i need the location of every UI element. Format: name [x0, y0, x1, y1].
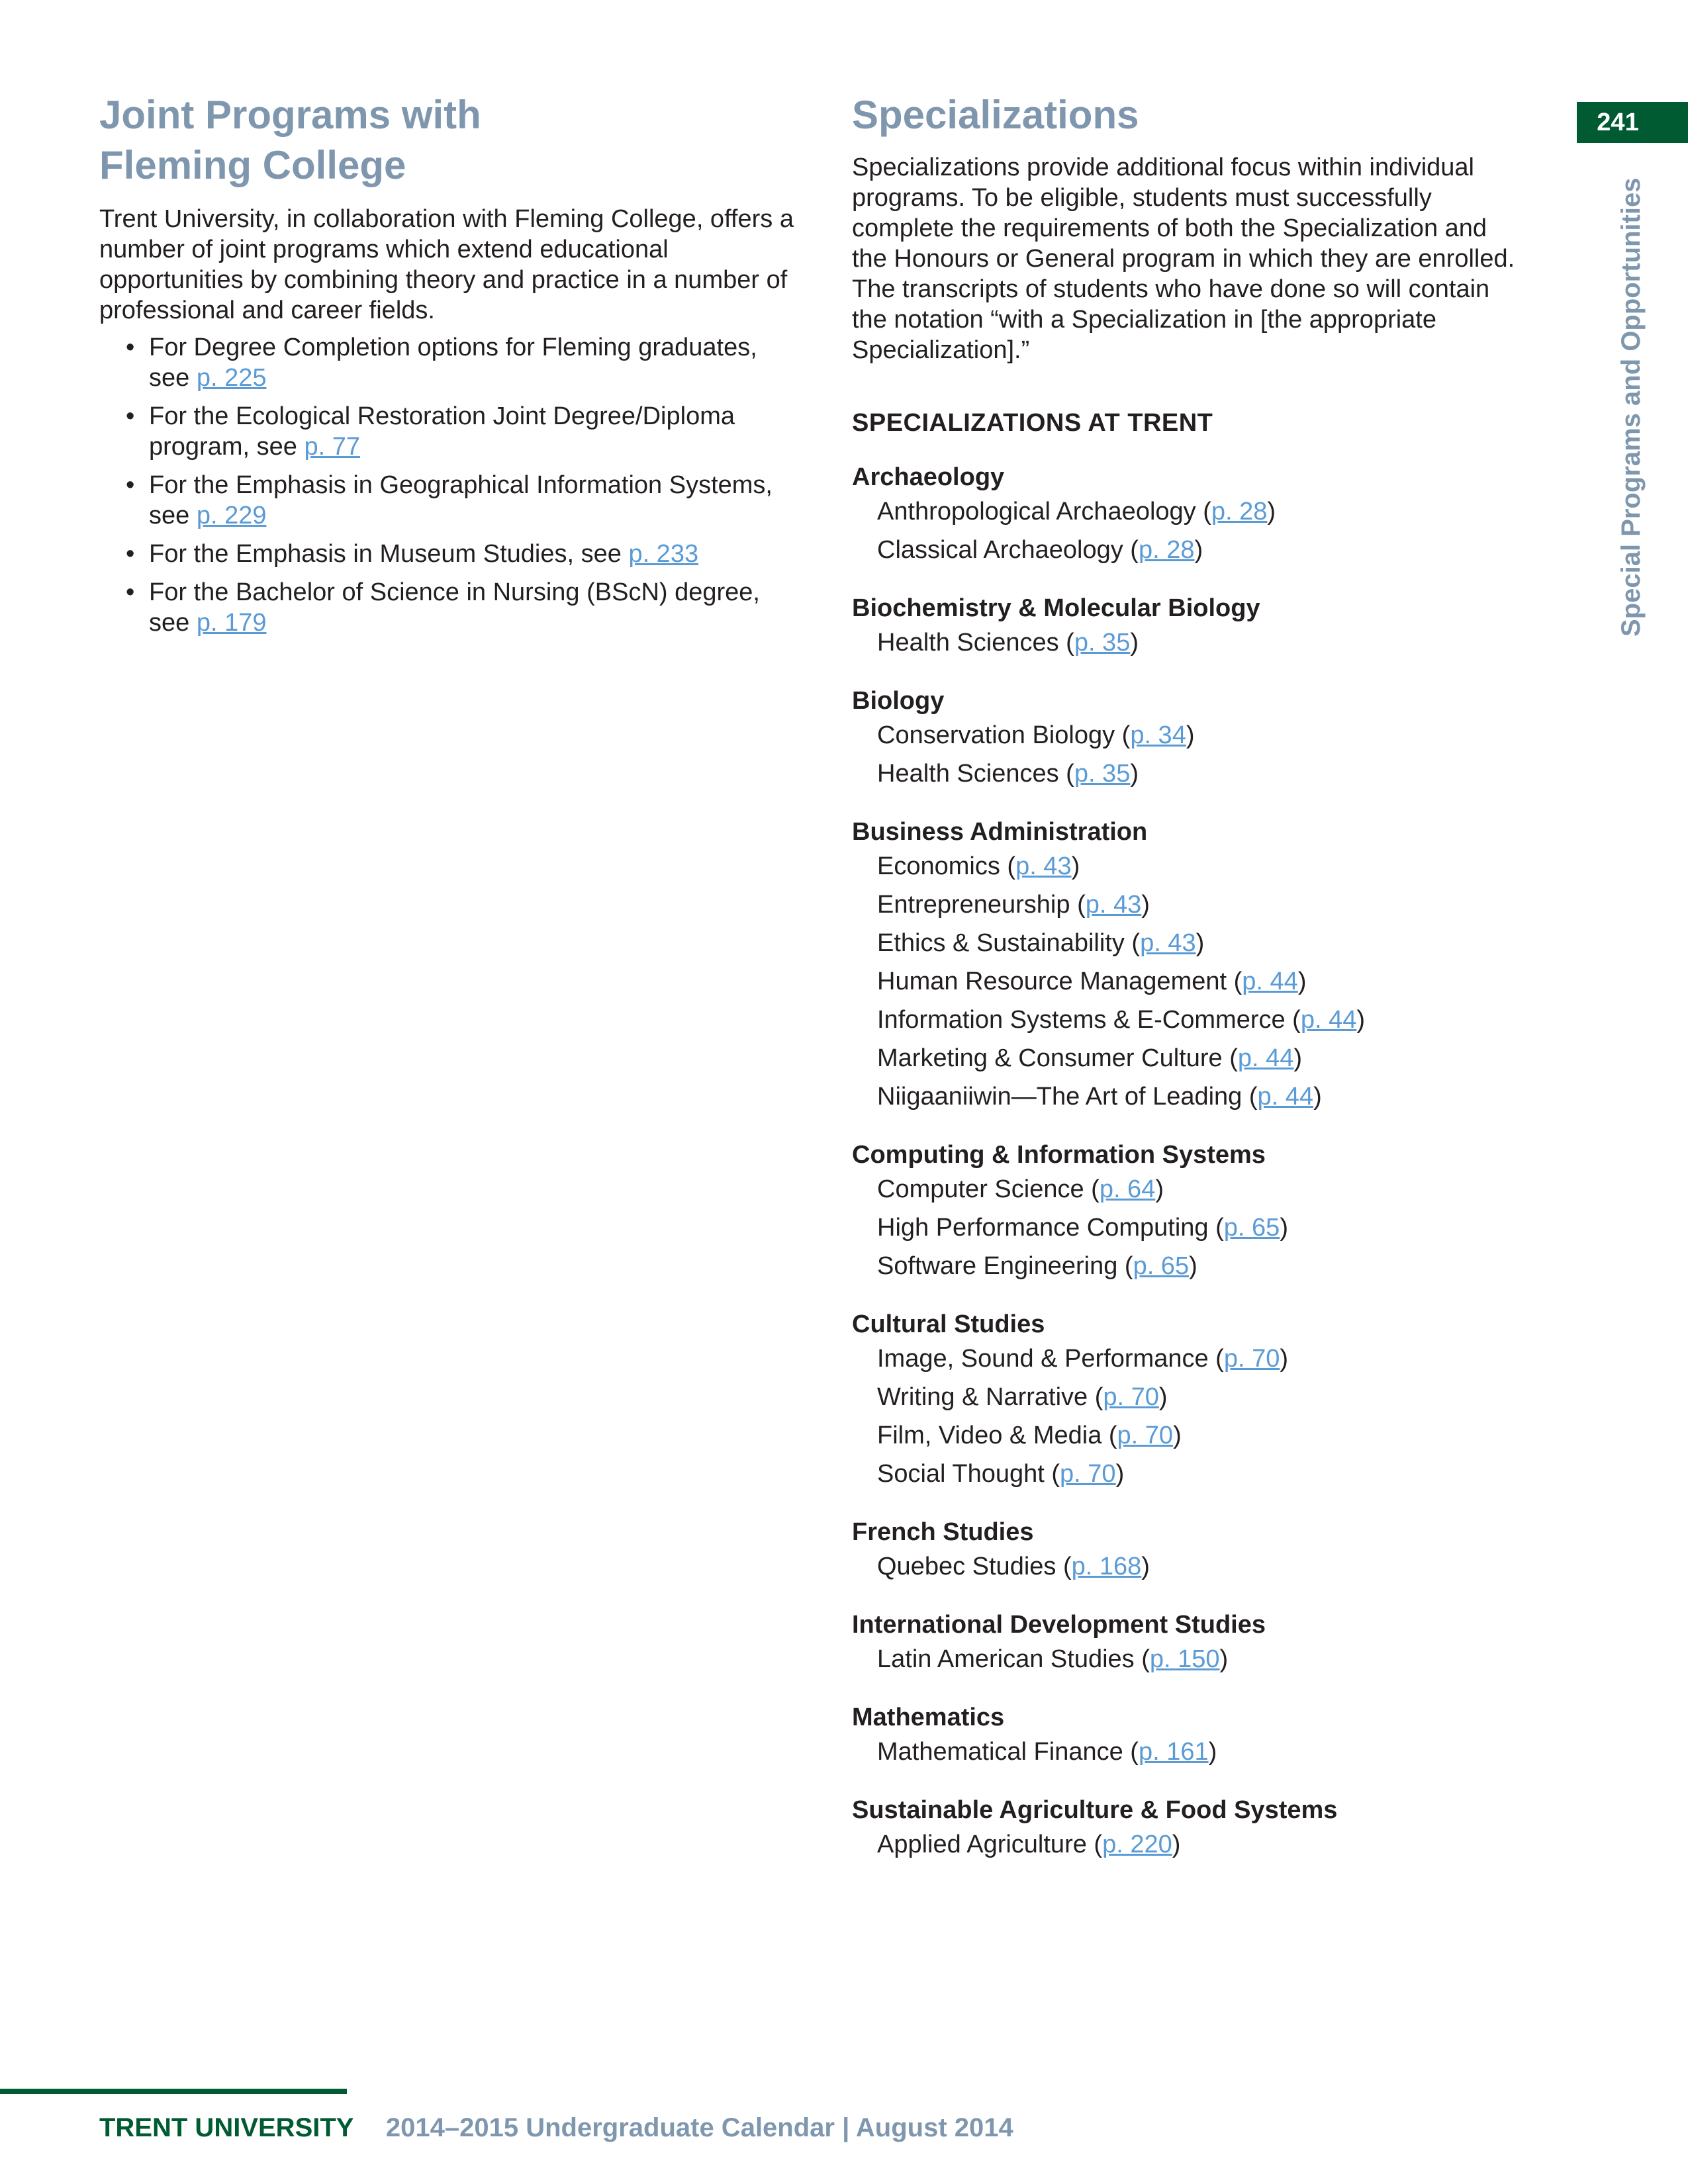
specialization-item: Film, Video & Media (p. 70): [877, 1422, 1182, 1449]
page-number: 241: [1597, 109, 1639, 136]
specialization-item: Entrepreneurship (p. 43): [877, 891, 1150, 919]
specialization-item: Ethics & Sustainability (p. 43): [877, 929, 1205, 957]
page-reference-link[interactable]: p. 44: [1300, 1006, 1357, 1034]
specialization-group: [852, 817, 1527, 1116]
specializations-heading: Specializations: [852, 93, 1139, 137]
joint-program-text: For Degree Completion options for Fleming graduates, see: [149, 334, 757, 392]
specialization-group-title: Mathematics: [852, 1704, 1005, 1731]
joint-program-text: For the Emphasis in Geographical Information Systems, see: [149, 471, 773, 529]
specialization-item: Health Sciences (p. 35): [877, 760, 1139, 788]
page-reference-link[interactable]: p. 43: [1015, 852, 1072, 880]
specializations-subheading: SPECIALIZATIONS AT TRENT: [852, 409, 1213, 437]
specialization-name: Film, Video & Media: [877, 1422, 1102, 1449]
specialization-group-title: Cultural Studies: [852, 1310, 1045, 1338]
page-reference-link[interactable]: p. 43: [1140, 929, 1196, 957]
page-reference-link[interactable]: p. 225: [196, 364, 267, 392]
specialization-item: Human Resource Management (p. 44): [877, 968, 1307, 995]
specialization-name: Conservation Biology: [877, 721, 1115, 749]
specialization-item: Mathematical Finance (p. 161): [877, 1738, 1217, 1766]
specialization-item: Image, Sound & Performance (p. 70): [877, 1345, 1289, 1373]
specialization-name: Image, Sound & Performance: [877, 1345, 1209, 1373]
specialization-item: Health Sciences (p. 35): [877, 629, 1139, 657]
specialization-name: Economics: [877, 852, 1000, 880]
section-side-title: Special Programs and Opportunities: [1617, 177, 1646, 637]
specialization-group: [852, 462, 1527, 569]
page-reference-link[interactable]: p. 34: [1130, 721, 1186, 749]
joint-programs-intro: Trent University, in collaboration with Fleming College, offers a number of joint programs which extend educational opportunities by combining theory and practice in a number of professional and career fields.: [99, 205, 794, 324]
bullet-icon: •: [126, 471, 135, 499]
specialization-item: Quebec Studies (p. 168): [877, 1553, 1150, 1580]
joint-programs-list: [99, 332, 801, 638]
specialization-name: Marketing & Consumer Culture: [877, 1044, 1223, 1072]
bullet-icon: •: [126, 578, 135, 606]
specialization-name: Applied Agriculture: [877, 1831, 1087, 1858]
specializations-list: [852, 462, 1527, 1864]
specialization-group: [852, 1610, 1527, 1678]
specialization-group-title: French Studies: [852, 1518, 1034, 1546]
specialization-name: Social Thought: [877, 1460, 1045, 1488]
page-number-tab: [1577, 102, 1688, 143]
specialization-name: Software Engineering: [877, 1252, 1118, 1280]
specialization-name: Health Sciences: [877, 629, 1059, 657]
specialization-group: [852, 1702, 1527, 1771]
joint-program-item: [99, 401, 801, 462]
page-reference-link[interactable]: p. 28: [1211, 498, 1268, 525]
page-reference-link[interactable]: p. 233: [628, 540, 699, 568]
specialization-item: Conservation Biology (p. 34): [877, 721, 1195, 749]
specialization-name: Niigaaniiwin—The Art of Leading: [877, 1083, 1243, 1111]
page-reference-link[interactable]: p. 44: [1237, 1044, 1294, 1072]
specialization-group-title: Biology: [852, 687, 945, 715]
specialization-item: Niigaaniiwin—The Art of Leading (p. 44): [877, 1083, 1322, 1111]
specialization-name: Writing & Narrative: [877, 1383, 1088, 1411]
page-reference-link[interactable]: p. 70: [1117, 1422, 1174, 1449]
specialization-name: High Performance Computing: [877, 1214, 1209, 1242]
joint-program-text: For the Ecological Restoration Joint Degree/Diploma program, see: [149, 402, 735, 461]
joint-program-item: [99, 332, 801, 393]
page-reference-link[interactable]: p. 28: [1138, 536, 1195, 564]
page-reference-link[interactable]: p. 77: [304, 433, 360, 461]
specialization-group-title: Business Administration: [852, 818, 1148, 846]
specialization-item: Anthropological Archaeology (p. 28): [877, 498, 1276, 525]
specialization-group: [852, 686, 1527, 793]
specializations-section: [852, 90, 1527, 1864]
specialization-name: Mathematical Finance: [877, 1738, 1123, 1766]
specialization-item: Writing & Narrative (p. 70): [877, 1383, 1168, 1411]
footer-university: TRENT UNIVERSITY: [99, 2113, 353, 2142]
page-reference-link[interactable]: p. 229: [196, 502, 267, 529]
specialization-name: Quebec Studies: [877, 1553, 1056, 1580]
joint-programs-heading: [99, 90, 801, 191]
specialization-group: [852, 1309, 1527, 1493]
bullet-icon: •: [126, 402, 135, 430]
specialization-group: [852, 1795, 1527, 1864]
bullet-icon: •: [126, 334, 135, 361]
specialization-group-title: Sustainable Agriculture & Food Systems: [852, 1796, 1338, 1824]
specialization-item: Software Engineering (p. 65): [877, 1252, 1197, 1280]
specialization-item: High Performance Computing (p. 65): [877, 1214, 1288, 1242]
specialization-item: Classical Archaeology (p. 28): [877, 536, 1203, 564]
specialization-name: Information Systems & E-Commerce: [877, 1006, 1286, 1034]
footer-rule: [0, 2089, 347, 2094]
specialization-name: Classical Archaeology: [877, 536, 1123, 564]
joint-program-text: For the Bachelor of Science in Nursing (BScN) degree, see: [149, 578, 760, 637]
page-reference-link[interactable]: p. 70: [1103, 1383, 1159, 1411]
specialization-name: Entrepreneurship: [877, 891, 1070, 919]
page-reference-link[interactable]: p. 43: [1085, 891, 1142, 919]
page-reference-link[interactable]: p. 44: [1242, 968, 1298, 995]
specialization-item: Information Systems & E-Commerce (p. 44): [877, 1006, 1366, 1034]
joint-program-item: [99, 577, 801, 638]
footer-calendar: 2014–2015 Undergraduate Calendar | August 2014: [385, 2113, 1013, 2142]
page-reference-link[interactable]: p. 65: [1223, 1214, 1280, 1242]
specialization-group: [852, 1517, 1527, 1586]
joint-programs-section: [99, 90, 801, 646]
page-reference-link[interactable]: p. 64: [1099, 1175, 1156, 1203]
footer: [99, 2111, 1013, 2144]
specialization-group: [852, 593, 1527, 662]
specialization-group-title: Biochemistry & Molecular Biology: [852, 594, 1260, 622]
specialization-item: Social Thought (p. 70): [877, 1460, 1125, 1488]
page-reference-link[interactable]: p. 168: [1071, 1553, 1142, 1580]
specialization-name: Anthropological Archaeology: [877, 498, 1196, 525]
page-reference-link[interactable]: p. 44: [1257, 1083, 1314, 1111]
specialization-item: Marketing & Consumer Culture (p. 44): [877, 1044, 1303, 1072]
joint-program-item: [99, 470, 801, 531]
page-reference-link[interactable]: p. 70: [1060, 1460, 1116, 1488]
joint-programs-heading-line1: Joint Programs with: [99, 93, 481, 137]
page-reference-link[interactable]: p. 65: [1133, 1252, 1190, 1280]
specialization-name: Ethics & Sustainability: [877, 929, 1125, 957]
page-reference-link[interactable]: p. 179: [196, 609, 267, 637]
joint-program-text: For the Emphasis in Museum Studies, see: [149, 540, 629, 568]
specialization-item: Applied Agriculture (p. 220): [877, 1831, 1181, 1858]
page-reference-link[interactable]: p. 70: [1223, 1345, 1280, 1373]
specialization-item: Latin American Studies (p. 150): [877, 1645, 1229, 1673]
page-reference-link[interactable]: p. 161: [1138, 1738, 1209, 1766]
specializations-intro: Specializations provide additional focus within individual programs. To be eligible, students must successfully complete the requirements of both the Specialization and the Honours or General program in which they are enrolled. The transcripts of students who have done so will contain the notation “with a Specialization in [the appropriate Specialization].”: [852, 154, 1515, 364]
specialization-name: Computer Science: [877, 1175, 1084, 1203]
page-reference-link[interactable]: p. 35: [1074, 629, 1131, 657]
specialization-item: Computer Science (p. 64): [877, 1175, 1164, 1203]
joint-program-item: [99, 539, 801, 569]
specialization-group-title: International Development Studies: [852, 1611, 1266, 1639]
specialization-name: Human Resource Management: [877, 968, 1227, 995]
page-reference-link[interactable]: p. 220: [1102, 1831, 1172, 1858]
specialization-item: Economics (p. 43): [877, 852, 1080, 880]
specialization-group-title: Archaeology: [852, 463, 1005, 491]
specialization-group: [852, 1140, 1527, 1285]
bullet-icon: •: [126, 540, 135, 568]
page-reference-link[interactable]: p. 150: [1149, 1645, 1220, 1673]
specialization-group-title: Computing & Information Systems: [852, 1141, 1266, 1169]
specialization-name: Health Sciences: [877, 760, 1059, 788]
page-reference-link[interactable]: p. 35: [1074, 760, 1131, 788]
joint-programs-heading-line2: Fleming College: [99, 143, 406, 187]
specialization-name: Latin American Studies: [877, 1645, 1135, 1673]
